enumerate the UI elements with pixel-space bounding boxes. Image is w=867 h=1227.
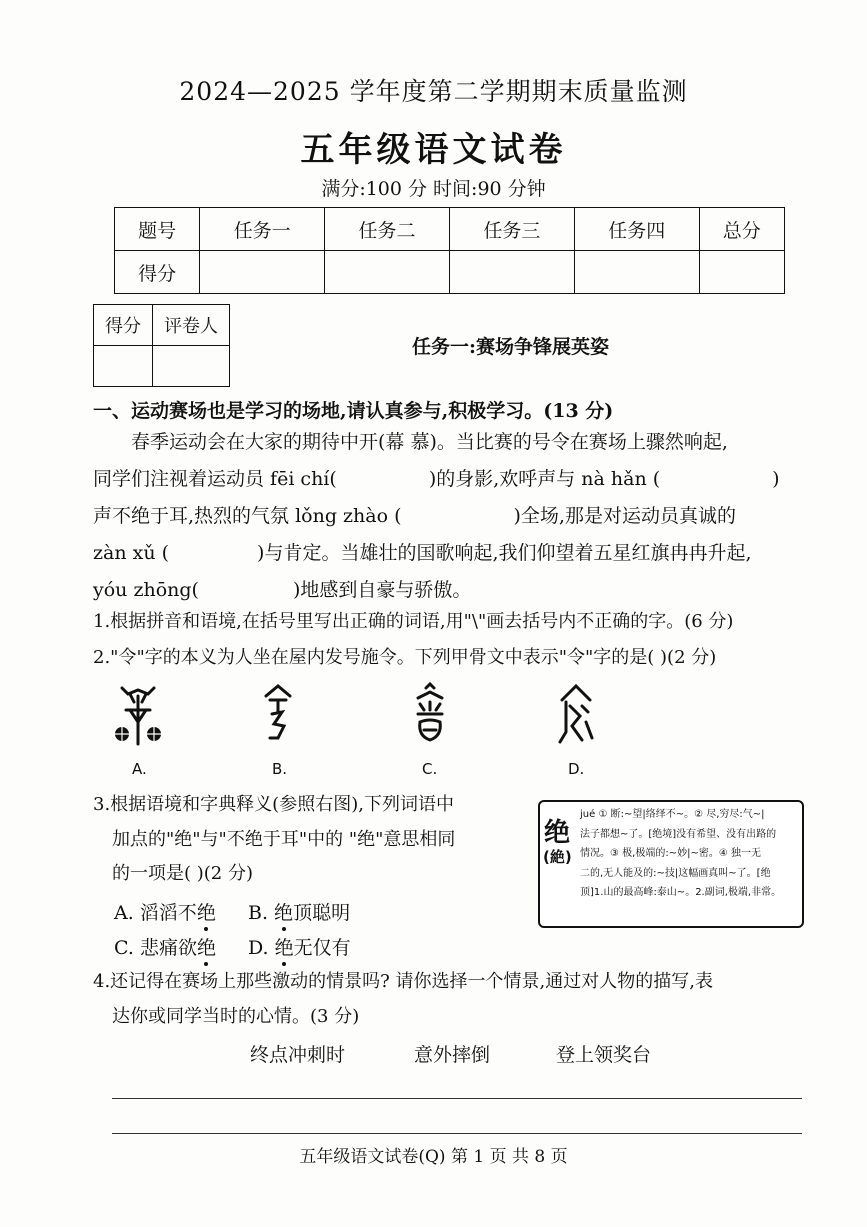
question-4-line: 达你或同学当时的心情。(3 分) (112, 1006, 360, 1027)
score-cell[interactable] (699, 251, 784, 294)
oracle-glyph-c-icon (400, 682, 460, 748)
exam-header-line: 2024—2025 学年度第二学期期末质量监测 (179, 77, 688, 106)
scene-choice[interactable]: 终点冲刺时 (250, 1044, 346, 1066)
passage-line: 同学们注视着运动员 fēi chí( )的身影,欢呼声与 nà hǎn ( ) (93, 468, 780, 490)
score-table-header: 任务三 (449, 208, 574, 251)
passage (93, 424, 805, 609)
grader-name-label: 评卷人 (153, 305, 230, 346)
score-cell[interactable] (449, 251, 574, 294)
option-label-b: B. (272, 760, 288, 778)
score-cell[interactable] (325, 251, 450, 294)
dictionary-traditional: (絶) (543, 848, 572, 866)
option-c[interactable]: C. 悲痛欲绝 (114, 937, 216, 959)
question-2: 2."令"字的本义为人坐在屋内发号施令。下列甲骨文中表示"令"字的是( )(2 分) (93, 647, 717, 668)
page-footer: 五年级语文试卷(Q) 第 1 页 共 8 页 (299, 1147, 568, 1167)
option-a[interactable]: A. 滔滔不绝 (114, 902, 216, 924)
score-cell[interactable] (200, 251, 325, 294)
score-table-header: 任务二 (325, 208, 450, 251)
dictionary-definition: jué ① 断:~望|络绎不~。② 尽,穷尽:气~| 法子都想~了。[绝境]没有希望、没有出路的 情况。③ 极,极端的:~妙|~密。④ 独一无 二的,无人能及的:~技|这幅画真叫~了。[绝 顶]1.山的最高峰:泰山~。2.副词,极端,非常。 (580, 809, 782, 898)
score-table (114, 207, 785, 294)
exam-meta: 满分:100 分 时间:90 分钟 (321, 178, 546, 200)
answer-line[interactable] (112, 1098, 802, 1099)
scene-choice[interactable]: 意外摔倒 (414, 1044, 491, 1066)
scene-choice[interactable]: 登上领奖台 (556, 1044, 652, 1066)
passage-line: yóu zhōng( )地感到自豪与骄傲。 (93, 579, 472, 601)
score-row-label: 得分 (115, 251, 200, 294)
question-3-line: 加点的"绝"与"不绝于耳"中的 "绝"意思相同 (112, 829, 456, 850)
option-label-c: C. (422, 760, 438, 778)
score-table-header: 任务一 (200, 208, 325, 251)
option-label-a: A. (132, 760, 147, 778)
grader-box (93, 304, 230, 387)
section-heading: 一、运动赛场也是学习的场地,请认真参与,积极学习。(13 分) (93, 400, 614, 422)
score-table-header: 任务四 (574, 208, 699, 251)
grader-name-cell[interactable] (153, 346, 230, 387)
option-label-d: D. (568, 760, 585, 778)
question-3-line: 3.根据语境和字典释义(参照右图),下列词语中 (93, 794, 454, 815)
score-cell[interactable] (574, 251, 699, 294)
question-4-line: 4.还记得在赛场上那些激动的情景吗? 请你选择一个情景,通过对人物的描写,表 (93, 971, 713, 992)
question-1: 1.根据拼音和语境,在括号里写出正确的词语,用"\"画去括号内不正确的字。(6 分) (93, 611, 734, 632)
score-table-header: 题号 (115, 208, 200, 251)
oracle-glyph-a-icon (108, 682, 168, 748)
score-table-header: 总分 (699, 208, 784, 251)
passage-line: 春季运动会在大家的期待中开(幕 慕)。当比赛的号令在赛场上骤然响起, (131, 431, 728, 453)
oracle-glyph-b-icon (248, 682, 308, 748)
score-table-header-row (115, 208, 785, 251)
option-b[interactable]: B. 绝顶聪明 (248, 902, 351, 924)
grader-score-cell[interactable] (94, 346, 153, 387)
oracle-glyph-d-icon (546, 682, 606, 748)
task-title: 任务一:赛场争锋展英姿 (412, 336, 610, 358)
dictionary-entry (538, 800, 804, 928)
question-3-line: 的一项是( )(2 分) (112, 863, 253, 884)
exam-title: 五年级语文试卷 (300, 130, 567, 170)
score-table-score-row (115, 251, 785, 294)
grader-score-label: 得分 (94, 305, 153, 346)
option-d[interactable]: D. 绝无仅有 (248, 937, 351, 959)
dictionary-headword: 绝 (544, 818, 571, 848)
passage-line: zàn xǔ ( )与肯定。当雄壮的国歌响起,我们仰望着五星红旗冉冉升起, (93, 542, 752, 564)
answer-line[interactable] (112, 1133, 802, 1134)
passage-line: 声不绝于耳,热烈的气氛 lǒng zhào ( )全场,那是对运动员真诚的 (93, 505, 736, 527)
